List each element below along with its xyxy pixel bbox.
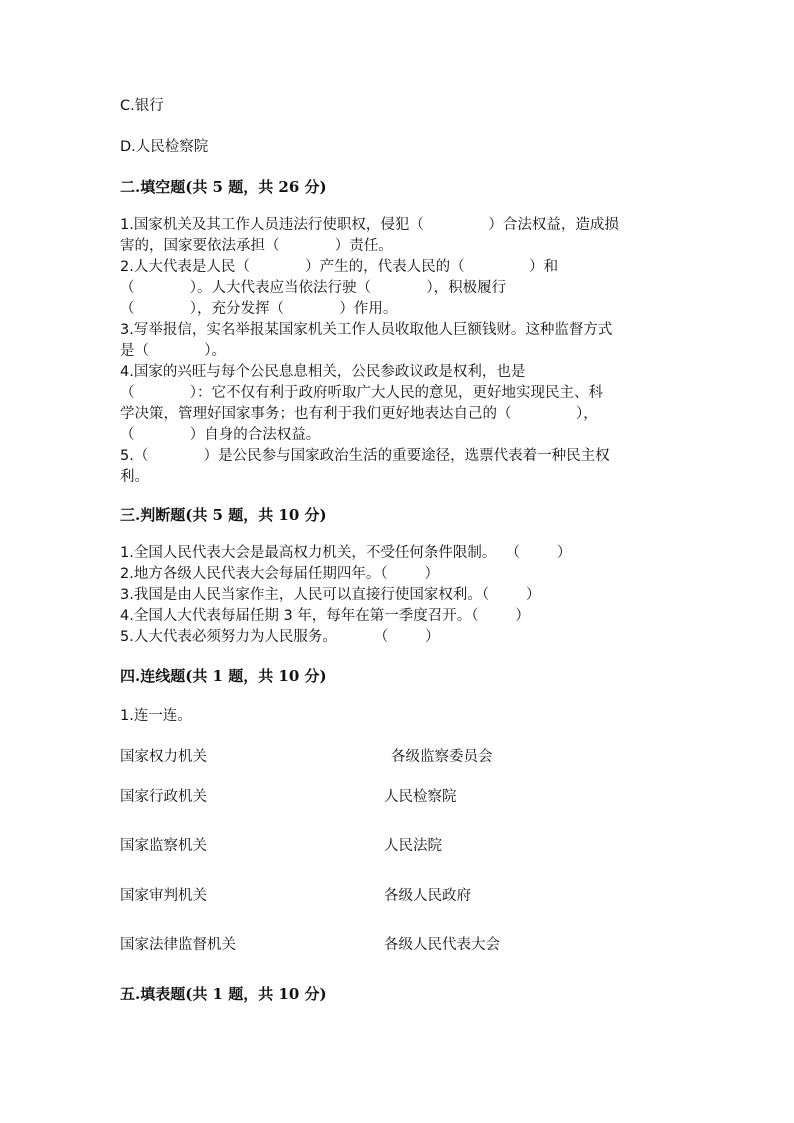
judge-line: 3.我国是由人民当家作主，人民可以直接行使国家权利。（ ） — [120, 587, 541, 603]
matching-right-item: 人民检察院 — [384, 789, 457, 805]
fill-line: 2.人大代表是人民（ ）产生的，代表人民的（ ）和 — [120, 259, 559, 275]
option-d: D.人民检察院 — [120, 139, 209, 155]
fill-line: 1.国家机关及其工作人员违法行使职权，侵犯（ ）合法权益，造成损 — [120, 217, 619, 233]
option-c: C.银行 — [120, 98, 164, 114]
judge-line: 5.人大代表必须努力为人民服务。 （ ） — [120, 629, 440, 645]
fill-line: 学决策，管理好国家事务；也有利于我们更好地表达自己的（ ）， — [120, 406, 598, 422]
fill-line: 3.写举报信，实名举报某国家机关工作人员收取他人巨额钱财。这种监督方式 — [120, 322, 613, 338]
matching-question: 1.连一连。 — [120, 708, 192, 724]
fill-line: （ ）自身的合法权益。 — [120, 427, 321, 443]
matching-right-item: 各级人民代表大会 — [384, 937, 500, 953]
matching-right-item: 人民法院 — [384, 838, 442, 854]
fill-line: 4.国家的兴旺与每个公民息息相关，公民参政议政是权利，也是 — [120, 364, 526, 380]
matching-left-item: 国家审判机关 — [120, 888, 207, 904]
section-title-matching: 四.连线题(共 1 题，共 10 分) — [120, 667, 327, 685]
matching-right-item: 各级人民政府 — [384, 888, 471, 904]
matching-right-item: 各级监察委员会 — [391, 749, 493, 765]
judge-line: 2.地方各级人民代表大会每届任期四年。（ ） — [120, 566, 439, 582]
judge-line: 1.全国人民代表大会是最高权力机关，不受任何条件限制。 （ ） — [120, 545, 572, 561]
fill-line: （ ）。人大代表应当依法行驶（ ），积极履行 — [120, 280, 507, 296]
matching-left-item: 国家监察机关 — [120, 838, 207, 854]
fill-line: 是（ ）。 — [120, 343, 227, 359]
section-title-fill-in: 二.填空题(共 5 题，共 26 分) — [120, 178, 327, 196]
section-title-fill-table: 五.填表题(共 1 题，共 10 分) — [120, 985, 327, 1003]
matching-left-item: 国家行政机关 — [120, 789, 207, 805]
section-title-true-false: 三.判断题(共 5 题，共 10 分) — [120, 506, 327, 524]
matching-left-item: 国家权力机关 — [120, 749, 207, 765]
matching-left-item: 国家法律监督机关 — [120, 937, 236, 953]
fill-line: （ ）：它不仅有利于政府听取广大人民的意见，更好地实现民主、科 — [120, 385, 604, 401]
judge-line: 4.全国人大代表每届任期 3 年，每年在第一季度召开。（ ） — [120, 608, 530, 624]
fill-line: 5.（ ）是公民参与国家政治生活的重要途径，选票代表着一种民主权 — [120, 448, 610, 464]
fill-line: 利。 — [120, 469, 149, 485]
fill-line: （ ），充分发挥（ ）作用。 — [120, 301, 398, 317]
fill-line: 害的，国家要依法承担（ ）责任。 — [120, 238, 393, 254]
